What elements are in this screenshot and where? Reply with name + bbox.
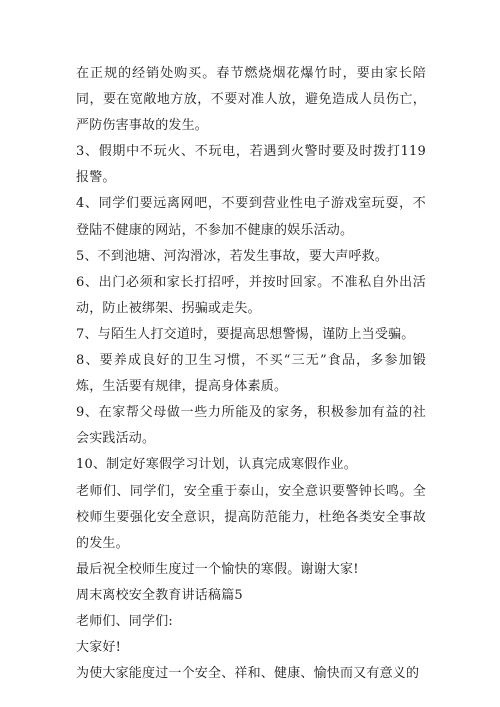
paragraph-safety-summary: 老师们、同学们，安全重于泰山，安全意识要警钟长鸣。全校师生要强化安全意识，提高防范能力，杜绝各类安全事故的发生。 <box>76 483 426 551</box>
paragraph-item-3: 3、假期中不玩火、不玩电，若遇到火警时要及时拨打119报警。 <box>76 144 426 186</box>
paragraph-item-10: 10、制定好寒假学习计划，认真完成寒假作业。 <box>76 457 357 473</box>
paragraph-item-7: 7、与陌生人打交道时，要提高思想警惕，谨防上当受骗。 <box>76 326 415 342</box>
paragraph-intro: 为使大家能度过一个安全、祥和、健康、愉快而又有意义的 <box>76 666 420 682</box>
paragraph-item-9: 9、在家帮父母做一些力所能及的家务，积极参加有益的社会实践活动。 <box>76 405 426 447</box>
paragraph-item-4: 4、同学们要远离网吧，不要到营业性电子游戏室玩耍，不登陆不健康的网站，不参加不健康的娱乐活动。 <box>76 196 426 238</box>
paragraph-item-6: 6、出门必须和家长打招呼，并按时回家。不准私自外出活动，防止被绑架、拐骗或走失。 <box>76 274 426 316</box>
paragraph-closing-wish: 最后祝全校师生度过一个愉快的寒假。谢谢大家! <box>76 561 359 577</box>
section-heading: 周末离校安全教育讲话稿篇5 <box>76 587 243 603</box>
paragraph-item-5: 5、不到池塘、河沟滑冰，若发生事故，要大声呼救。 <box>76 248 389 264</box>
paragraph-fireworks-safety: 在正规的经销处购买。春节燃烧烟花爆竹时，要由家长陪同，要在宽敞地方放，不要对准人放，避免造成人员伤亡，严防伤害事故的发生。 <box>76 66 426 134</box>
paragraph-item-8: 8、要养成良好的卫生习惯，不买“三无”食品，多参加锻炼，生活要有规律，提高身体素质。 <box>76 353 426 395</box>
paragraph-salutation: 老师们、同学们: <box>76 613 173 629</box>
paragraph-greeting: 大家好! <box>76 640 122 656</box>
document-body <box>76 61 426 687</box>
